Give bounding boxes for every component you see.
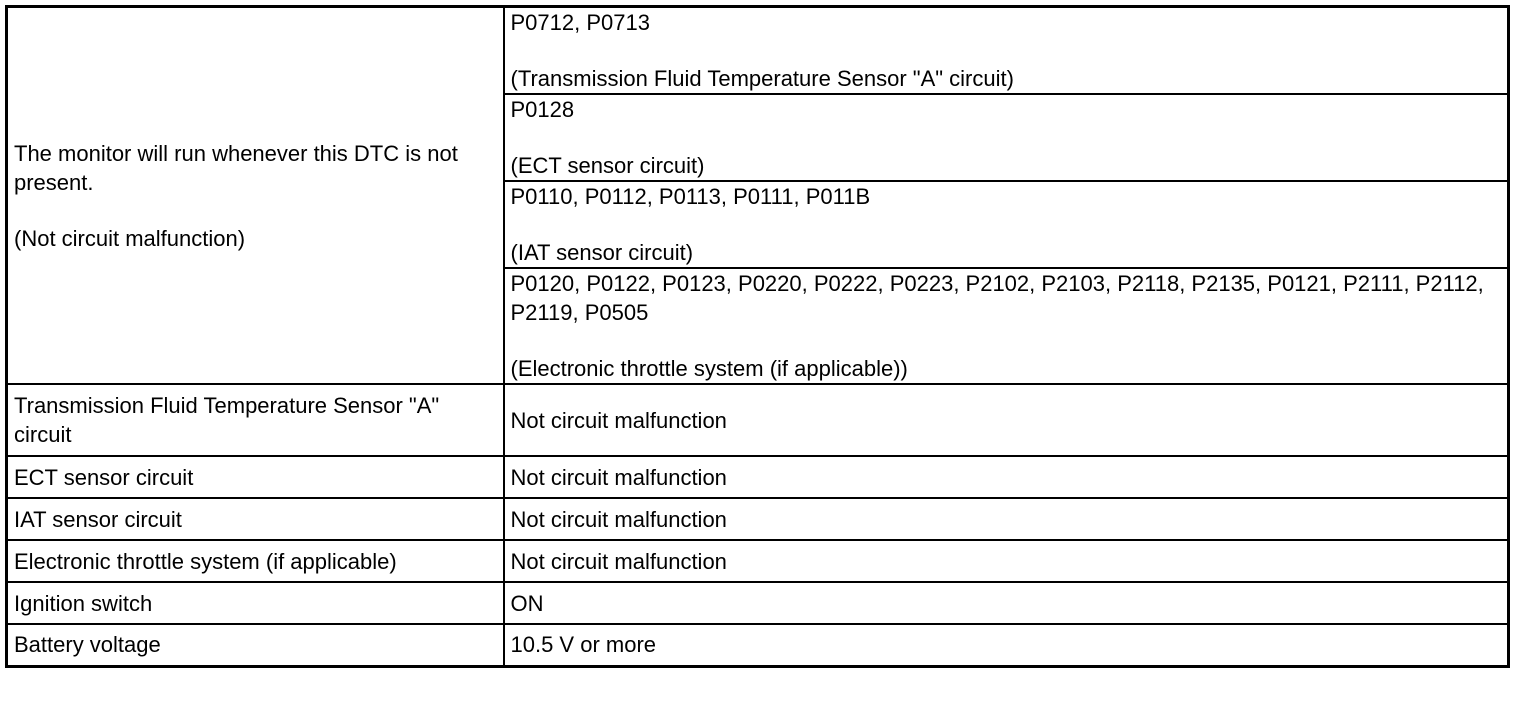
table-row (7, 498, 1509, 540)
monitor-conditions-table (5, 5, 1510, 668)
table-row (7, 384, 1509, 456)
condition-item: ECT sensor circuit (7, 456, 504, 498)
dtc-description: (Electronic throttle system (if applicable)) (510, 356, 908, 381)
condition-item: IAT sensor circuit (7, 498, 504, 540)
monitor-condition-cell (7, 7, 504, 385)
condition-value: 10.5 V or more (504, 624, 1509, 666)
condition-value: Not circuit malfunction (504, 540, 1509, 582)
condition-value: Not circuit malfunction (504, 384, 1509, 456)
dtc-codes: P0120, P0122, P0123, P0220, P0222, P0223, P2102, P2103, P2118, P2135, P0121, P2111, P2112, P2119, P0505 (510, 271, 1484, 325)
dtc-group-iat-cell (504, 181, 1509, 268)
dtc-codes: P0712, P0713 (510, 10, 650, 35)
monitor-condition-note: (Not circuit malfunction) (14, 225, 246, 251)
dtc-description: (Transmission Fluid Temperature Sensor "A" circuit) (510, 66, 1014, 91)
dtc-group-tft-cell (504, 7, 1509, 95)
condition-item: Electronic throttle system (if applicable) (7, 540, 504, 582)
dtc-group-throttle-cell (504, 268, 1509, 384)
dtc-group-ect-cell (504, 94, 1509, 181)
monitor-condition-text: The monitor will run whenever this DTC is not present. (14, 140, 458, 195)
condition-item: Transmission Fluid Temperature Sensor "A" circuit (7, 384, 504, 456)
condition-value: ON (504, 582, 1509, 624)
dtc-description: (ECT sensor circuit) (510, 153, 705, 178)
dtc-codes: P0110, P0112, P0113, P0111, P011B (510, 184, 871, 209)
condition-item: Ignition switch (7, 582, 504, 624)
dtc-description: (IAT sensor circuit) (510, 240, 694, 265)
table-row (7, 7, 1509, 95)
dtc-codes: P0128 (510, 97, 575, 122)
condition-item: Battery voltage (7, 624, 504, 666)
table-row (7, 540, 1509, 582)
table-row (7, 582, 1509, 624)
condition-value: Not circuit malfunction (504, 498, 1509, 540)
table-row (7, 456, 1509, 498)
table-row (7, 624, 1509, 666)
condition-value: Not circuit malfunction (504, 456, 1509, 498)
